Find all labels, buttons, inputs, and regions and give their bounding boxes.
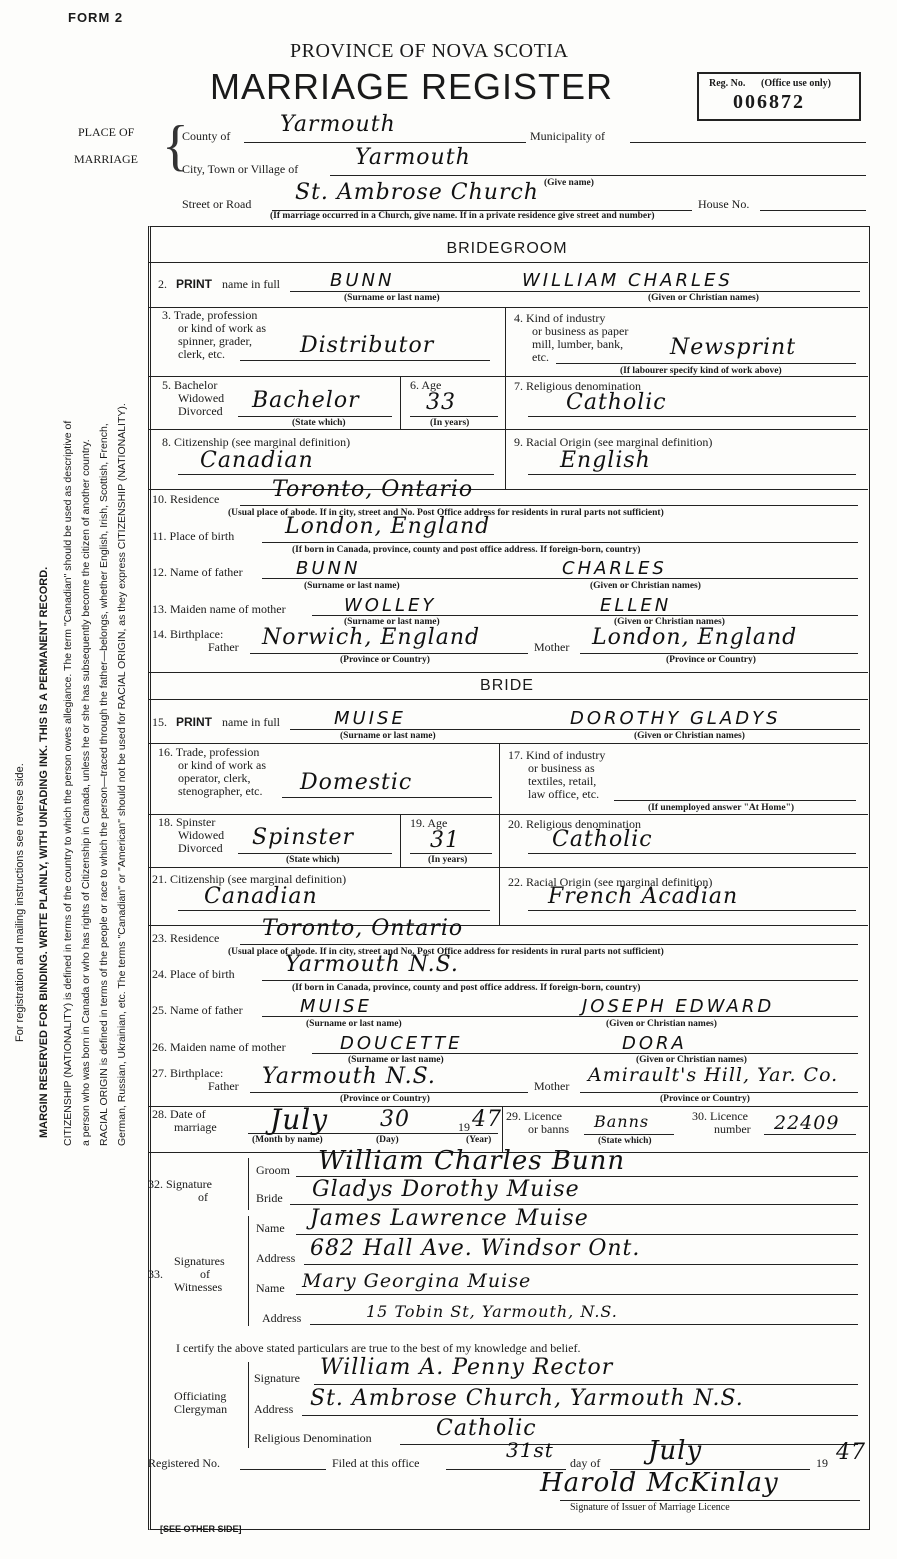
bride-mother-surname: DOUCETTE <box>340 1033 463 1054</box>
give-name-note: (Give name) <box>544 178 594 188</box>
groom-surname-note: (Surname or last name) <box>344 293 440 303</box>
f3-label-1: 3. Trade, profession <box>162 308 258 322</box>
marriage-day: 30 <box>380 1107 410 1132</box>
year-note: (Year) <box>466 1135 492 1145</box>
bride-years-note: (In years) <box>428 855 468 865</box>
clergy-address-label: Address <box>254 1402 294 1416</box>
f17-note: (If unemployed answer "At Home") <box>648 803 795 813</box>
f6-label: 6. Age <box>410 378 442 392</box>
clergy-address: St. Ambrose Church, Yarmouth N.S. <box>310 1386 744 1411</box>
f14-mother-label: Mother <box>534 640 570 654</box>
see-other-side: [SEE OTHER SIDE] <box>160 1524 242 1534</box>
f28-label-2: marriage <box>174 1120 217 1134</box>
f25-given-note: (Given or Christian names) <box>606 1019 717 1029</box>
f16-label-2: or kind of work as <box>178 758 266 772</box>
street-label: Street or Road <box>182 197 252 211</box>
f4-label-3: mill, lumber, bank, <box>532 337 624 351</box>
f16-label-4: stenographer, etc. <box>178 784 263 798</box>
reg-number-box <box>697 72 861 121</box>
f29-label-2: or banns <box>528 1122 569 1136</box>
f11-label: 11. Place of birth <box>152 529 235 543</box>
county-label: County of <box>182 129 231 143</box>
witness1-name: James Lawrence Muise <box>310 1206 589 1231</box>
f25-label: 25. Name of father <box>152 1003 243 1017</box>
filed-label: Filed at this office <box>332 1456 420 1470</box>
f2-print: PRINT <box>176 277 212 291</box>
day-note: (Day) <box>376 1135 399 1145</box>
groom-birth-note: (If born in Canada, province, county and post office address. If foreign-born, country) <box>292 545 641 555</box>
clergy-label-2: Clergyman <box>174 1402 228 1416</box>
bride-age: 31 <box>430 828 460 853</box>
f19-label: 19. Age <box>410 816 448 830</box>
bride-father-given: JOSEPH EDWARD <box>582 996 775 1017</box>
place-brace: { <box>162 115 189 177</box>
groom-mother-given: ELLEN <box>600 595 672 616</box>
f4-label-4: etc. <box>532 350 549 364</box>
bride-heading: BRIDE <box>480 677 534 694</box>
filed-year-prefix: 19 <box>816 1456 828 1470</box>
f13-given-note: (Given or Christian names) <box>614 617 725 627</box>
f27-label-2: Father <box>208 1079 239 1093</box>
groom-residence: Toronto, Ontario <box>272 477 474 502</box>
groom-citizenship: Canadian <box>200 448 314 473</box>
day-of-label: day of <box>570 1456 601 1470</box>
w1-name-label: Name <box>256 1221 285 1235</box>
groom-given: WILLIAM CHARLES <box>522 270 733 291</box>
month-note: (Month by name) <box>252 1135 323 1145</box>
marriage-year-prefix: 19 <box>458 1120 470 1134</box>
page-title: MARRIAGE REGISTER <box>210 66 614 107</box>
f30-label-1: 30. Licence <box>692 1109 748 1123</box>
licence-state-note: (State which) <box>598 1136 652 1146</box>
bride-trade: Domestic <box>300 770 413 795</box>
bride-given-note: (Given or Christian names) <box>634 731 745 741</box>
reg-office-note: (Office use only) <box>761 78 831 89</box>
bride-status: Spinster <box>252 825 355 850</box>
f29-label-1: 29. Licence <box>506 1109 562 1123</box>
city-value: Yarmouth <box>355 145 471 170</box>
marriage-year: 47 <box>472 1107 502 1132</box>
f12-label: 12. Name of father <box>152 565 243 579</box>
f27-label-1: 27. Birthplace: <box>152 1066 224 1080</box>
f22-label: 22. Racial Origin (see marginal definition) <box>508 875 713 889</box>
f5-label-3: Divorced <box>178 404 223 418</box>
margin-citizenship-1: CITIZENSHIP (NATIONALITY) is defined in terms of the country to which the person owes allegiance. The term "Canadian" should be used as descriptive of <box>62 420 74 1146</box>
groom-signature: William Charles Bunn <box>318 1146 626 1176</box>
marriage-label: MARRIAGE <box>74 152 139 166</box>
bride-surname: MUISE <box>334 708 406 729</box>
f15-label: name in full <box>222 715 280 729</box>
bride-signature: Gladys Dorothy Muise <box>312 1177 580 1202</box>
groom-status: Bachelor <box>252 388 360 413</box>
issuer-signature: Harold McKinlay <box>540 1468 779 1498</box>
f4-label-2: or business as paper <box>532 324 629 338</box>
place-of-label: PLACE OF <box>78 125 135 139</box>
f5-label-1: 5. Bachelor <box>162 378 218 392</box>
f12-surname-note: (Surname or last name) <box>304 581 400 591</box>
f13-label: 13. Maiden name of mother <box>152 602 286 616</box>
clergy-denom-label: Religious Denomination <box>254 1431 372 1445</box>
licence-number: 22409 <box>774 1112 840 1134</box>
f27-mother-prov-note: (Province or Country) <box>660 1094 750 1104</box>
bride-religion: Catholic <box>552 827 653 852</box>
groom-father-surname: BUNN <box>296 558 361 579</box>
clergy-signature: William A. Penny Rector <box>320 1355 614 1380</box>
margin-citizenship-2: a person who was born in Canada or who has rights of Citizenship in Canada, unless he or she has subsequently become the citizen of another country. <box>80 439 92 1146</box>
groom-industry: Newsprint <box>670 335 797 360</box>
witness2-name: Mary Georgina Muise <box>302 1270 532 1292</box>
issuer-note: Signature of Issuer of Marriage Licence <box>570 1502 730 1513</box>
f4-label-1: 4. Kind of industry <box>514 311 606 325</box>
f23-label: 23. Residence <box>152 931 220 945</box>
filed-month: July <box>648 1436 703 1466</box>
bride-origin: French Acadian <box>548 884 739 909</box>
bride-father-birthplace: Yarmouth N.S. <box>262 1064 436 1089</box>
f17-label-2: or business as <box>528 761 595 775</box>
municipality-label: Municipality of <box>530 129 605 143</box>
f3-label-4: clerk, etc. <box>178 347 225 361</box>
groom-trade: Distributor <box>300 333 435 358</box>
f28-label-1: 28. Date of <box>152 1107 206 1121</box>
bride-mother-given: DORA <box>622 1033 687 1054</box>
house-label: House No. <box>698 197 750 211</box>
clergy-label-1: Officiating <box>174 1389 227 1403</box>
f18-label-3: Divorced <box>178 841 223 855</box>
f17-label-4: law office, etc. <box>528 787 600 801</box>
f26-surname-note: (Surname or last name) <box>348 1055 444 1065</box>
margin-binding-note: MARGIN RESERVED FOR BINDING. WRITE PLAINLY, WITH UNFADING INK. THIS IS A PERMANENT RECORD. <box>38 566 50 1138</box>
clergy-denomination: Catholic <box>436 1416 537 1441</box>
reg-number: 006872 <box>733 91 805 113</box>
w2-address-label: Address <box>262 1311 302 1325</box>
form-number: FORM 2 <box>68 10 124 25</box>
f27-father-prov-note: (Province or Country) <box>340 1094 430 1104</box>
bride-sig-label: Bride <box>256 1191 283 1205</box>
witness1-address: 682 Hall Ave. Windsor Ont. <box>310 1236 641 1261</box>
street-note: (If marriage occurred in a Church, give name. If in a private residence give street and number) <box>270 211 655 221</box>
groom-given-note: (Given or Christian names) <box>648 293 759 303</box>
f33-label-2: of <box>200 1267 210 1281</box>
bride-father-surname: MUISE <box>300 996 372 1017</box>
w1-address-label: Address <box>256 1251 296 1265</box>
city-label: City, Town or Village of <box>182 162 299 176</box>
w2-name-label: Name <box>256 1281 285 1295</box>
margin-racial-2: German, Russian, Ukrainian, etc. The terms "Canadian" or "American" should not be used for RACIAL ORIGIN, as they express CITIZENSHIP (NATIONALITY). <box>116 403 128 1146</box>
bride-mother-birthplace: Amirault's Hill, Yar. Co. <box>588 1064 839 1086</box>
f15-print: PRINT <box>176 715 212 729</box>
bride-res-note: (Usual place of abode. If in city, street and No. Post Office address for residents in rural parts not sufficient) <box>228 947 664 957</box>
groom-state-note: (State which) <box>292 418 346 428</box>
bride-birth-note: (If born in Canada, province, county and post office address. If foreign-born, country) <box>292 983 641 993</box>
f30-label-2: number <box>714 1122 751 1136</box>
f27-mother-label: Mother <box>534 1079 570 1093</box>
bride-given: DOROTHY GLADYS <box>570 708 781 729</box>
margin-racial-1: RACIAL ORIGIN is defined in terms of the people or race to which the person—traced through the father—belongs, whether English, Irish, Scottish, French, <box>98 423 110 1146</box>
f8-label: 8. Citizenship (see marginal definition) <box>162 435 351 449</box>
groom-origin: English <box>560 448 651 473</box>
f14-label-2: Father <box>208 640 239 654</box>
f26-given-note: (Given or Christian names) <box>636 1055 747 1065</box>
f7-label: 7. Religious denomination <box>514 379 641 393</box>
groom-mother-birthplace: London, England <box>592 625 798 650</box>
groom-age: 33 <box>426 390 456 415</box>
groom-years-note: (In years) <box>430 418 470 428</box>
county-value: Yarmouth <box>280 112 396 137</box>
f4-note: (If labourer specify kind of work above) <box>620 366 782 376</box>
f18-label-1: 18. Spinster <box>158 815 216 829</box>
f15-num: 15. <box>152 715 167 729</box>
f33-label-3: Witnesses <box>174 1280 223 1294</box>
f13-surname-note: (Surname or last name) <box>344 617 440 627</box>
f5-label-2: Widowed <box>178 391 225 405</box>
f2-label: name in full <box>222 277 280 291</box>
clergy-sig-label: Signature <box>254 1371 300 1385</box>
f3-label-2: or kind of work as <box>178 321 266 335</box>
filed-year: 47 <box>836 1440 866 1465</box>
f20-label: 20. Religious denomination <box>508 817 641 831</box>
groom-father-given: CHARLES <box>562 558 667 579</box>
f10-label: 10. Residence <box>152 492 220 506</box>
registered-label: Registered No. <box>148 1456 220 1470</box>
f12-given-note: (Given or Christian names) <box>590 581 701 591</box>
f32-label-1: 32. Signature <box>148 1177 212 1191</box>
bride-surname-note: (Surname or last name) <box>340 731 436 741</box>
bride-state-note: (State which) <box>286 855 340 865</box>
licence-type: Banns <box>594 1112 650 1131</box>
f24-label: 24. Place of birth <box>152 967 235 981</box>
certify-text: I certify the above stated particulars are true to the best of my knowledge and belief. <box>176 1341 581 1355</box>
street-value: St. Ambrose Church <box>295 180 539 205</box>
bride-citizenship: Canadian <box>204 884 318 909</box>
groom-sig-label: Groom <box>256 1163 290 1177</box>
f17-label-1: 17. Kind of industry <box>508 748 606 762</box>
filed-day: 31st <box>506 1438 554 1462</box>
margin-instructions: For registration and mailing instructions see reverse side. <box>14 763 26 1042</box>
f17-label-3: textiles, retail, <box>528 774 597 788</box>
groom-res-note: (Usual place of abode. If in city, street and No. Post Office address for residents in rural parts not sufficient) <box>228 508 664 518</box>
f14-father-prov-note: (Province or Country) <box>340 655 430 665</box>
f14-mother-prov-note: (Province or Country) <box>666 655 756 665</box>
f2-num: 2. <box>158 277 167 291</box>
f18-label-2: Widowed <box>178 828 225 842</box>
reg-label: Reg. No. <box>709 78 746 89</box>
f25-surname-note: (Surname or last name) <box>306 1019 402 1029</box>
f3-label-3: spinner, grader, <box>178 334 253 348</box>
marriage-month: July <box>270 1103 329 1136</box>
witness2-address: 15 Tobin St, Yarmouth, N.S. <box>366 1302 618 1321</box>
f14-label-1: 14. Birthplace: <box>152 627 224 641</box>
f16-label-1: 16. Trade, profession <box>158 745 260 759</box>
f26-label: 26. Maiden name of mother <box>152 1040 286 1054</box>
bride-residence: Toronto, Ontario <box>262 916 464 941</box>
groom-surname: BUNN <box>330 270 395 291</box>
groom-father-birthplace: Norwich, England <box>262 625 481 650</box>
f21-label: 21. Citizenship (see marginal definition) <box>152 872 347 886</box>
bride-birthplace: Yarmouth N.S. <box>285 952 459 977</box>
f33-num: 33. <box>148 1267 163 1281</box>
f16-label-3: operator, clerk, <box>178 771 251 785</box>
groom-mother-surname: WOLLEY <box>344 595 437 616</box>
groom-birthplace: London, England <box>285 514 491 539</box>
groom-religion: Catholic <box>566 390 667 415</box>
f33-label-1: Signatures <box>174 1254 225 1268</box>
f9-label: 9. Racial Origin (see marginal definition) <box>514 435 713 449</box>
f32-label-2: of <box>198 1190 208 1204</box>
bridegroom-heading: BRIDEGROOM <box>446 240 568 257</box>
province-title: PROVINCE OF NOVA SCOTIA <box>290 40 569 62</box>
